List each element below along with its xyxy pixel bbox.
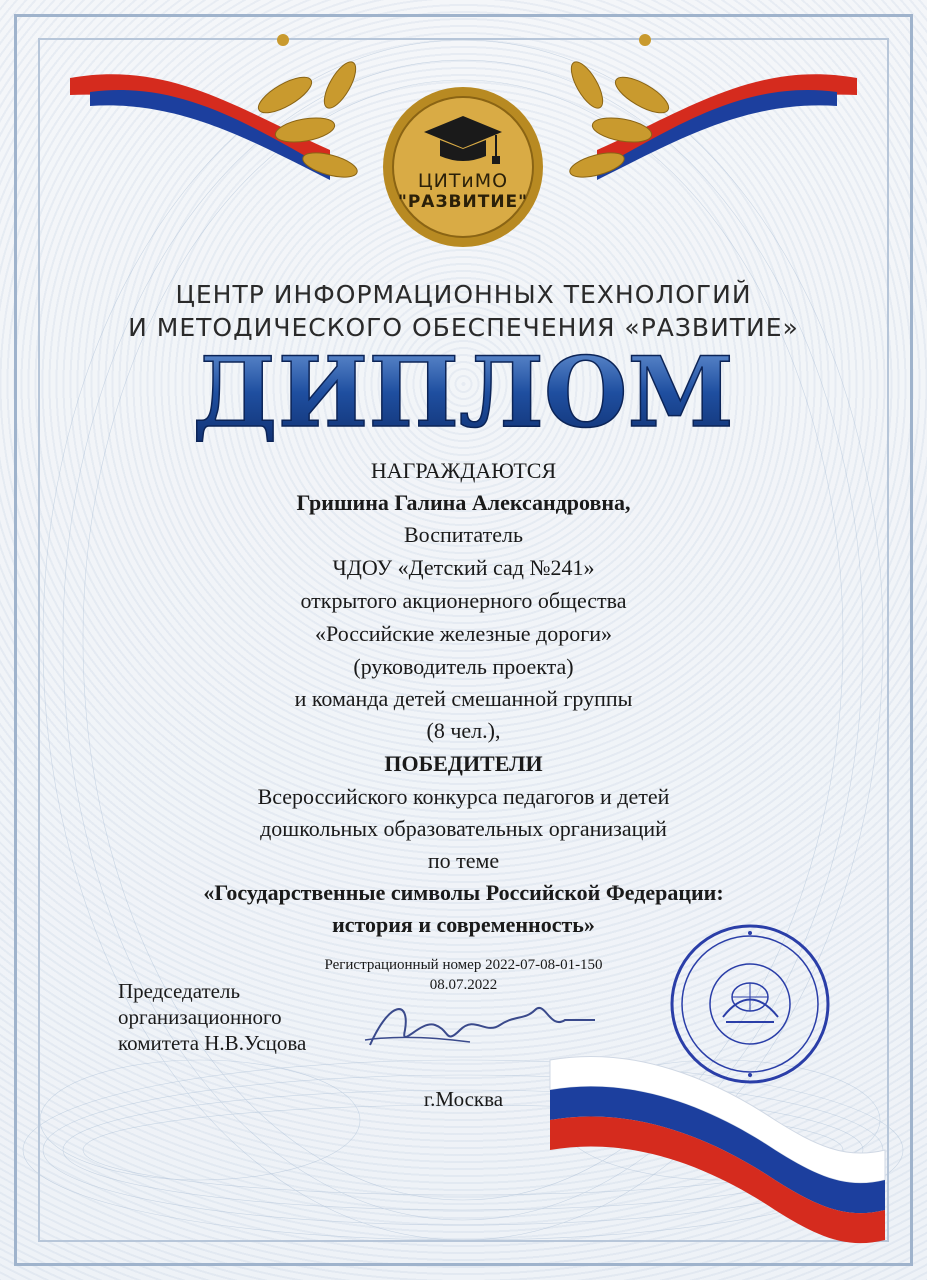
registration-number: Регистрационный номер 2022-07-08-01-150 bbox=[324, 957, 603, 973]
chairman-line-1: Председатель bbox=[118, 979, 241, 1003]
recipient-society: открытого акционерного общества bbox=[300, 588, 627, 613]
russian-flag bbox=[515, 1050, 895, 1250]
organization-name-line-1: ЦЕНТР ИНФОРМАЦИОННЫХ ТЕХНОЛОГИЙ bbox=[175, 280, 752, 309]
diploma-title bbox=[160, 338, 767, 448]
organization-emblem bbox=[372, 86, 554, 248]
recipient-role: (руководитель проекта) bbox=[353, 654, 574, 679]
chairman-line-3: комитета Н.В.Усцова bbox=[118, 1031, 307, 1055]
registration-date: 08.07.2022 bbox=[429, 977, 498, 993]
topic-line-2: история и современность» bbox=[332, 912, 595, 937]
emblem-line-2: "РАЗВИТИЕ" bbox=[397, 192, 529, 212]
chairman-block bbox=[118, 978, 358, 1056]
recipient-name: Гришина Галина Александровна, bbox=[296, 490, 631, 515]
recipient-company: «Российские железные дороги» bbox=[315, 621, 612, 646]
contest-line-1: Всероссийского конкурса педагогов и детей bbox=[257, 784, 670, 809]
winners-label: ПОБЕДИТЕЛИ bbox=[384, 751, 543, 776]
team-count: (8 чел.), bbox=[426, 718, 501, 743]
recipient-position: Воспитатель bbox=[403, 522, 523, 547]
emblem-line-1: ЦИТиМО bbox=[417, 170, 509, 192]
topic-label: по теме bbox=[427, 848, 500, 873]
recipient-institution: ЧДОУ «Детский сад №241» bbox=[332, 555, 595, 580]
organization-name-line-2: И МЕТОДИЧЕСКОГО ОБЕСПЕЧЕНИЯ «РАЗВИТИЕ» bbox=[128, 313, 799, 342]
chairman-line-2: организационного bbox=[118, 1005, 282, 1029]
contest-line-2: дошкольных образовательных организаций bbox=[260, 816, 667, 841]
awarded-label: НАГРАЖДАЮТСЯ bbox=[370, 458, 557, 483]
emblem-medal bbox=[372, 86, 554, 248]
team-line: и команда детей смешанной группы bbox=[294, 686, 633, 711]
diploma-title-text: ДИПЛОМ bbox=[192, 338, 734, 448]
topic-line-1: «Государственные символы Российской Федерации: bbox=[203, 880, 724, 905]
city: г.Москва bbox=[423, 1087, 504, 1111]
